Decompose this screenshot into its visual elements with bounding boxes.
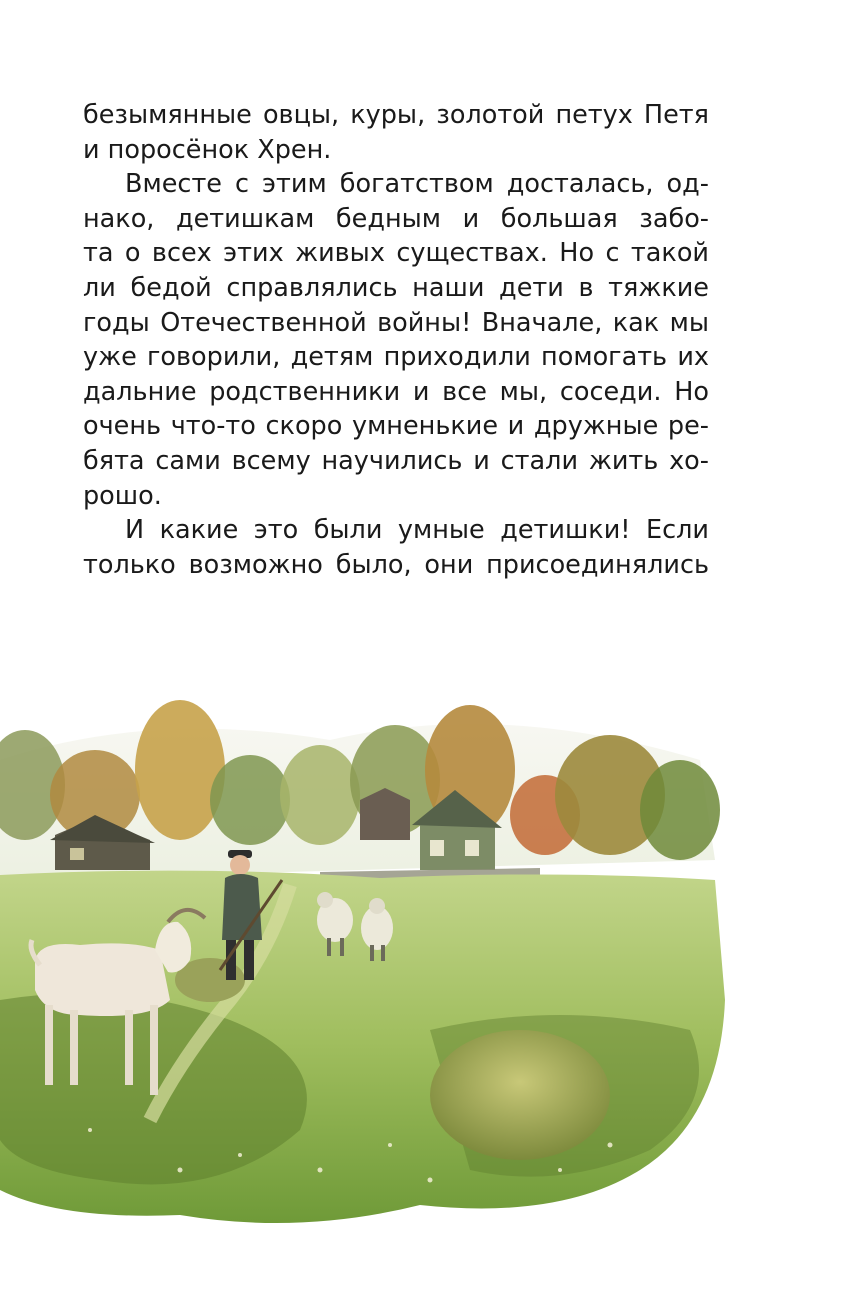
text-line: и поросёнок Хрен. (83, 134, 332, 165)
text-line: ли бедой справлялись наши дети в тяжкие (83, 272, 709, 303)
text-line: дальние родственники и все мы, соседи. Но (83, 376, 709, 407)
text-line: очень что-то скоро умненькие и дружные ре- (83, 411, 709, 442)
text-line: безымянные овцы, куры, золотой петух Петя (83, 100, 709, 130)
text-line: бята сами всему научились и стали жить хо- (83, 445, 709, 476)
paragraph-3 (83, 513, 709, 582)
paragraph-1 (83, 98, 709, 167)
village-meadow-illustration (0, 700, 730, 1240)
haystack (430, 1030, 610, 1160)
text-line: нако, детишкам бедным и большая забо- (83, 203, 709, 234)
book-text (83, 98, 709, 582)
text-line: И какие это были умные детишки! Если (125, 515, 709, 546)
text-line: Вместе с этим богатством досталась, од- (125, 169, 709, 200)
text-line: рошо. (83, 480, 162, 511)
paragraph-2 (83, 167, 709, 513)
text-line: годы Отечественной войны! Вначале, как мы (83, 307, 709, 338)
text-line: только возможно было, они присоединялись (83, 549, 709, 580)
text-line: та о всех этих живых существах. Но с такой (83, 238, 709, 269)
text-line: уже говорили, детям приходили помогать их (83, 342, 709, 373)
